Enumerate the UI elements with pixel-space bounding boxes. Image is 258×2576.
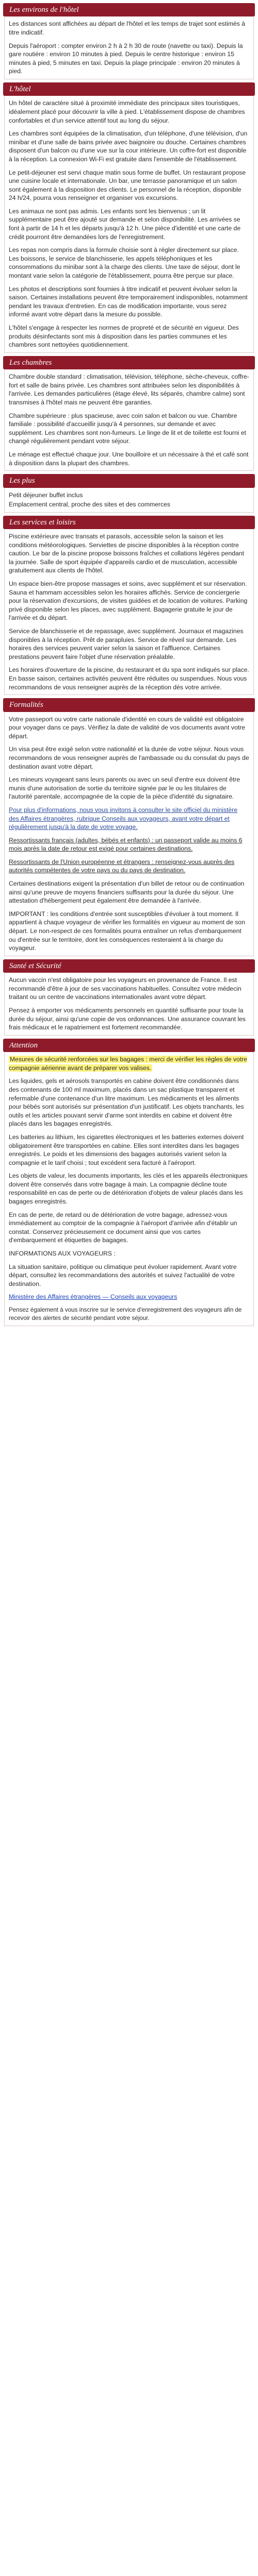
paragraph: IMPORTANT : les conditions d'entrée sont susceptibles d'évoluer à tout moment. Il appartient à chaque voyageur de vérifier les formalités en vigueur au moment de son départ. Le non-respect de ces formalités pourra entraîner un refus d'embarquement ou d'entrée sur le territoire, dont les conséquences resteraient à la charge du voyageur. (9, 910, 245, 952)
section-title: Les environs de l'hôtel (9, 6, 79, 14)
paragraph: Les distances sont affichées au départ de l'hôtel et les temps de trajet sont estimés à titre indicatif. (9, 20, 246, 36)
section-title: Les plus (9, 477, 35, 485)
paragraph: Les batteries au lithium, les cigarettes électroniques et les batteries externes doivent obligatoirement être transportées en cabine. Elles sont interdites dans les bagages enregistrés. Le poids et les dimensions des bagages autorisés varient selon la compagnie et le tarif choisi ; tout excédent sera facturé à l'aéroport. (9, 1133, 244, 1166)
paragraph: Depuis l'aéroport : compter environ 2 h à 2 h 30 de route (navette ou taxi). Depuis la gare routière : environ 10 minutes à pied. Depuis le centre historique : environ 15 minutes à pied, 5 minutes en taxi. Depuis la plage principale : environ 20 minutes à pied. (9, 42, 243, 75)
paragraph: Pensez également à vous inscrire sur le service d'enregistrement des voyageurs afin de recevoir des alertes de sécurité pendant votre séjour. (9, 1307, 242, 1321)
paragraph: Les objets de valeur, les documents importants, les clés et les appareils électroniques doivent être conservés dans votre bagage à main. La compagnie décline toute responsabilité en cas de perte ou de détérioration d'objets de valeur placés dans les bagages enregistrés. (9, 1172, 248, 1206)
section-header-sante (3, 959, 255, 973)
section-hotel (3, 82, 255, 353)
section-header-hotel (3, 82, 255, 96)
paragraph: Emplacement central, proche des sites et des commerces (9, 501, 170, 509)
paragraph: Pensez à emporter vos médicaments personnels en quantité suffisante pour toute la durée du séjour, ainsi qu'une copie de vos ordonnances. Une assurance couvrant les frais médicaux et le rapatriement est fortement recommandée. (9, 1006, 246, 1031)
paragraph: Les chambres sont équipées de la climatisation, d'un téléphone, d'une télévision, d'un minibar et d'une salle de bains privée avec baignoire ou douche. Certaines chambres disposent d'un balcon ou d'une vue sur la cour intérieure. Un coffre-fort est disponible à la réception. La connexion Wi-Fi est gratuite dans l'ensemble de l'établissement. (9, 130, 248, 163)
section-title: L'hôtel (9, 84, 31, 93)
section-title: Attention (9, 1041, 38, 1049)
section-title: Les services et loisirs (9, 518, 76, 527)
paragraph: Un espace bien-être propose massages et soins, avec supplément et sur réservation. Sauna et hammam accessibles selon les horaires affichés. Service de conciergerie pour la réservation d'excursions, de visites guidées et de location de voitures. Parking privé disponible selon les places, avec supplément. Bagagerie gratuite le jour de l'arrivée et du départ. (9, 580, 248, 622)
section-header-plus (3, 474, 255, 487)
highlighted-text: Mesures de sécurité renforcées sur les bagages : merci de vérifier les règles de votre compagnie aérienne avant de préparer vos valises. (9, 1056, 247, 1072)
paragraph[interactable]: Ministère des Affaires étrangères — Conseils aux voyageurs (9, 1293, 178, 1301)
paragraph: Le petit-déjeuner est servi chaque matin sous forme de buffet. Un restaurant propose une cuisine locale et internationale. Un bar, une terrasse panoramique et un salon sont également à la disposition des clients. Le personnel de la réception, disponible 24 h/24, pourra vous renseigner et organiser vos excursions. (9, 168, 246, 202)
paragraph: Petit déjeuner buffet inclus (9, 491, 83, 499)
paragraph: Les mineurs voyageant sans leurs parents ou avec un seul d'entre eux doivent être munis d'une autorisation de sortie du territoire signée par le ou les titulaires de l'autorité parentale, accompagnée de la copie de la pièce d'identité du signataire. (9, 776, 240, 801)
paragraph: Ressortissants français (adultes, bébés et enfants) : un passeport valide au moins 6 mois après la date de retour est exigé pour certaines destinations. (9, 836, 243, 853)
paragraph: Un hôtel de caractère situé à proximité immédiate des principaux sites touristiques, idéalement placé pour découvrir la ville à pied. L'établissement dispose de chambres confortables et d'un service attentif tout au long du séjour. (9, 99, 245, 124)
section-title: Les chambres (9, 358, 52, 367)
paragraph: Ressortissants de l'Union européenne et étrangers : renseignez-vous auprès des autorités compétentes de votre pays ou du pays de destination. (9, 858, 235, 874)
section-body-attention (4, 1052, 254, 1326)
paragraph: Les horaires d'ouverture de la piscine, du restaurant et du spa sont indiqués sur place. En basse saison, certaines activités peuvent être réduites ou suspendues. Nous vous recommandons de vous renseigner auprès de la réception dès votre arrivée. (9, 666, 249, 691)
paragraph: Chambre supérieure : plus spacieuse, avec coin salon et balcon ou vue. Chambre familiale : possibilité d'accueillir jusqu'à 4 personnes, sur demande et avec supplément. Les chambres sont non-fumeurs. Le linge de lit et de toilette est fourni et changé régulièrement pendant votre séjour. (9, 412, 247, 445)
section-header-formalites (3, 698, 255, 711)
section-header-chambres (3, 356, 255, 369)
paragraph: Service de blanchisserie et de repassage, avec supplément. Journaux et magazines disponibles à la réception. Prêt de parapluies. Service de réveil sur demande. Les horaires des services peuvent varier selon la saison et l'affluence. Certaines prestations peuvent faire l'objet d'une réservation préalable. (9, 628, 244, 660)
section-plus (3, 474, 255, 513)
section-body-hotel (4, 96, 254, 352)
paragraph: Les liquides, gels et aérosols transportés en cabine doivent être conditionnés dans des contenants de 100 ml maximum, placés dans un sac plastique transparent et refermable d'une contenance d'un litre maximum. Les médicaments et les aliments pour bébés sont autorisés sur présentation d'un justificatif. Les objets tranchants, les outils et les articles pouvant servir d'arme sont interdits en cabine et doivent être placés dans les bagages enregistrés. (9, 1077, 244, 1128)
paragraph: Aucun vaccin n'est obligatoire pour les voyageurs en provenance de France. Il est recommandé d'être à jour de ses vaccinations habituelles. Consultez votre médecin traitant ou un centre de vaccinations internationales avant votre départ. (9, 976, 241, 1001)
section-body-sante (4, 973, 254, 1036)
paragraph: L'hôtel s'engage à respecter les normes de propreté et de sécurité en vigueur. Des produits désinfectants sont mis à disposition dans les parties communes et les chambres sont nettoyées quotidiennement. (9, 324, 239, 349)
paragraph: Certaines destinations exigent la présentation d'un billet de retour ou de continuation ainsi qu'une preuve de moyens financiers suffisants pour la durée du séjour. Une attestation d'hébergement peut également être demandée à l'arrivée. (9, 880, 245, 905)
section-formalites (3, 698, 255, 956)
paragraph: En cas de perte, de retard ou de détérioration de votre bagage, adressez-vous immédiatement au comptoir de la compagnie à l'aéroport d'arrivée afin d'établir un constat. Conservez précieusement ce document ainsi que vos cartes d'embarquement et étiquettes de bagages. (9, 1211, 237, 1244)
paragraph: Les repas non compris dans la formule choisie sont à régler directement sur place. Les boissons, le service de blanchisserie, les appels téléphoniques et les consommations du minibar sont à la charge des clients. Une taxe de séjour, dont le montant varie selon la catégorie de l'établissement, pourra être perçue sur place. (9, 246, 240, 280)
paragraph: Piscine extérieure avec transats et parasols, accessible selon la saison et les conditions météorologiques. Serviettes de piscine disponibles à la réception contre caution. Le bar de la piscine propose boissons fraîches et collations légères pendant la journée. Salle de sport équipée d'appareils cardio et de musculation, accessible gratuitement aux clients de l'hôtel. (9, 533, 244, 574)
paragraph: Les photos et descriptions sont fournies à titre indicatif et peuvent évoluer selon la saison. Certaines installations peuvent être temporairement indisponibles, notamment pendant les travaux d'entretien. En cas de modification importante, vous serez informé avant votre départ dans la mesure du possible. (9, 285, 248, 318)
section-chambres (3, 356, 255, 471)
section-header-depart (3, 3, 255, 16)
section-title: Formalités (9, 701, 43, 709)
section-services (3, 516, 255, 695)
section-body-plus (4, 488, 254, 513)
paragraph: Votre passeport ou votre carte nationale d'identité en cours de validité est obligatoire pour voyager dans ce pays. Vérifiez la date de validité de vos documents avant votre départ. (9, 715, 245, 740)
section-header-services (3, 516, 255, 529)
section-header-attention (3, 1039, 255, 1052)
paragraph: Chambre double standard : climatisation, télévision, téléphone, sèche-cheveux, coffre-fort et salle de bains privée. Les chambres sont attribuées selon les disponibilités à l'arrivée. Les demandes particulières (étage élevé, lits séparés, chambre calme) sont transmises à l'hôtel mais ne peuvent être garanties. (9, 373, 249, 406)
paragraph[interactable]: Pour plus d'informations, nous vous invitons à consulter le site officiel du ministère des Affaires étrangères, rubrique Conseils aux voyageurs, avant votre départ et régulièrement jusqu'à la date de votre voyage. (9, 806, 238, 831)
section-body-depart (4, 16, 254, 79)
section-sante (3, 959, 255, 1036)
section-attention (3, 1039, 255, 1326)
section-body-services (4, 529, 254, 695)
section-body-chambres (4, 369, 254, 471)
paragraph: Les animaux ne sont pas admis. Les enfants sont les bienvenus ; un lit supplémentaire peut être ajouté sur demande et selon disponibilité. Les arrivées se font à partir de 14 h et les départs jusqu'à 12 h. Une pièce d'identité et une carte de crédit pourront être demandées lors de l'enregistrement. (9, 207, 241, 241)
section-depart (3, 3, 255, 79)
paragraph: La situation sanitaire, politique ou climatique peut évoluer rapidement. Avant votre départ, consultez les recommandations des autorités et suivez l'actualité de votre destination. (9, 1263, 237, 1287)
paragraph: Un visa peut être exigé selon votre nationalité et la durée de votre séjour. Nous vous recommandons de vous renseigner auprès de l'ambassade ou du consulat du pays de destination avant votre départ. (9, 745, 249, 770)
paragraph: Le ménage est effectué chaque jour. Une bouilloire et un nécessaire à thé et café sont à disposition dans la plupart des chambres. (9, 450, 249, 467)
section-title: Santé et Sécurité (9, 961, 61, 970)
paragraph: INFORMATIONS AUX VOYAGEURS : (9, 1250, 116, 1258)
paragraph (9, 1055, 249, 1072)
section-body-formalites (4, 712, 254, 956)
